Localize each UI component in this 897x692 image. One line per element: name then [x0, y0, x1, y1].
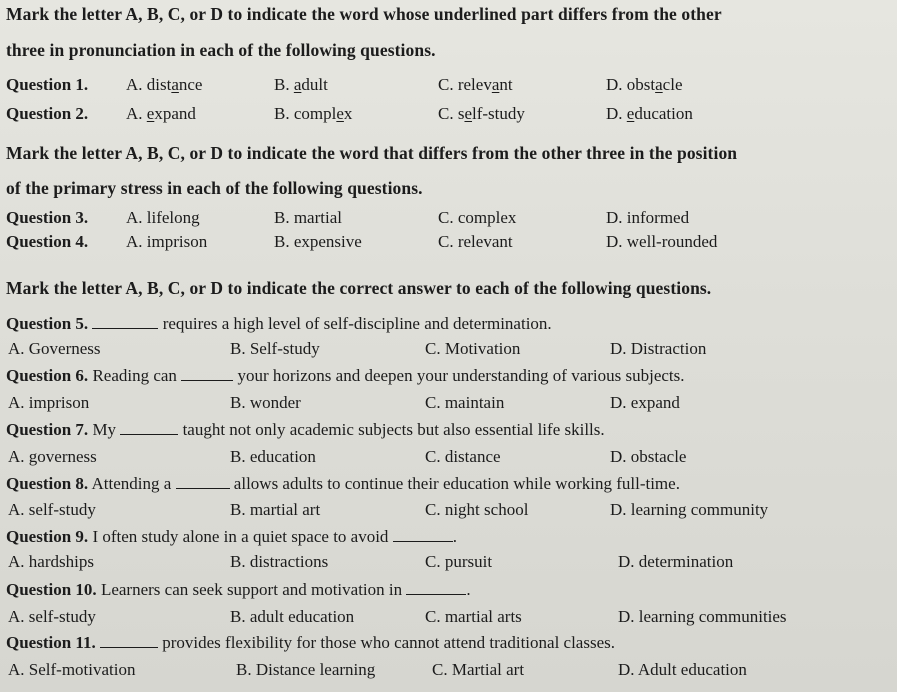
- question-7-option-d[interactable]: D. obstacle: [610, 447, 687, 466]
- question-1-option-a[interactable]: A. distance: [126, 75, 203, 94]
- question-5-stem: [6, 314, 552, 334]
- question-3-option-a[interactable]: A. lifelong: [126, 208, 200, 227]
- question-6-text-after: your horizons and deepen your understanding of various subjects.: [237, 366, 685, 385]
- question-5-blank[interactable]: [92, 314, 158, 329]
- question-10-option-c[interactable]: C. martial arts: [425, 607, 522, 626]
- question-7-label: Question 7.: [6, 420, 89, 439]
- question-9-option-a[interactable]: A. hardships: [8, 552, 94, 571]
- question-4-option-c[interactable]: C. relevant: [438, 232, 513, 251]
- question-8-label: Question 8.: [6, 474, 89, 493]
- section3-instruction: Mark the letter A, B, C, or D to indicate the correct answer to each of the following questions.: [6, 278, 712, 298]
- question-3-option-d[interactable]: D. informed: [606, 208, 690, 227]
- question-7-option-b[interactable]: B. education: [230, 447, 316, 466]
- question-2-option-b[interactable]: B. complex: [274, 104, 353, 123]
- question-11-option-b[interactable]: B. Distance learning: [236, 660, 376, 679]
- question-10-stem: [6, 580, 471, 600]
- question-6-option-b[interactable]: B. wonder: [230, 393, 301, 412]
- question-10-option-b[interactable]: B. adult education: [230, 607, 355, 626]
- question-6-option-d[interactable]: D. expand: [610, 393, 680, 412]
- question-9-option-b[interactable]: B. distractions: [230, 552, 329, 571]
- question-6-blank[interactable]: [181, 366, 233, 381]
- question-5-option-d[interactable]: D. Distraction: [610, 339, 707, 358]
- question-1-option-d[interactable]: D. obstacle: [606, 75, 683, 94]
- question-7-text-after: taught not only academic subjects but also essential life skills.: [182, 420, 605, 439]
- question-9-option-d[interactable]: D. determination: [618, 552, 734, 571]
- question-8-text-after: allows adults to continue their education while working full-time.: [233, 474, 680, 493]
- question-9-text-after: .: [452, 527, 457, 546]
- question-9-stem: [6, 527, 457, 547]
- question-4-label: Question 4.: [6, 232, 89, 251]
- question-4-option-a[interactable]: A. imprison: [126, 232, 208, 251]
- question-11-label: Question 11.: [6, 633, 96, 652]
- section2-instruction-line2: of the primary stress in each of the following questions.: [6, 178, 423, 198]
- question-2-option-c[interactable]: C. self-study: [438, 104, 525, 123]
- question-11-option-a[interactable]: A. Self-motivation: [8, 660, 136, 679]
- question-8-stem: [6, 474, 680, 494]
- question-8-blank[interactable]: [176, 474, 230, 489]
- question-4-option-b[interactable]: B. expensive: [274, 232, 362, 251]
- question-9-option-c[interactable]: C. pursuit: [425, 552, 493, 571]
- question-6-label: Question 6.: [6, 366, 89, 385]
- question-6-option-c[interactable]: C. maintain: [425, 393, 505, 412]
- question-7-blank[interactable]: [120, 420, 178, 435]
- question-3-option-c[interactable]: C. complex: [438, 208, 517, 227]
- question-10-text-after: .: [466, 580, 471, 599]
- question-11-text-after: provides flexibility for those who cannot attend traditional classes.: [162, 633, 615, 652]
- question-9-blank[interactable]: [393, 527, 453, 542]
- question-7-option-a[interactable]: A. governess: [8, 447, 97, 466]
- section1-instruction-line2: three in pronunciation in each of the following questions.: [6, 40, 436, 60]
- question-8-option-d[interactable]: D. learning community: [610, 500, 769, 519]
- question-8-text-before: Attending a: [91, 474, 172, 493]
- question-2-label: Question 2.: [6, 104, 89, 123]
- question-5-label: Question 5.: [6, 314, 89, 333]
- question-5-option-b[interactable]: B. Self-study: [230, 339, 320, 358]
- question-10-blank[interactable]: [406, 580, 466, 595]
- question-4-option-d[interactable]: D. well-rounded: [606, 232, 718, 251]
- question-7-text-before: My: [92, 420, 117, 439]
- question-6-stem: [6, 366, 685, 386]
- question-3-label: Question 3.: [6, 208, 89, 227]
- question-1-option-c[interactable]: C. relevant: [438, 75, 513, 94]
- question-7-stem: [6, 420, 605, 440]
- question-2-option-a[interactable]: A. expand: [126, 104, 196, 123]
- question-6-text-before: Reading can: [92, 366, 177, 385]
- question-1-option-b[interactable]: B. adult: [274, 75, 328, 94]
- question-11-blank[interactable]: [100, 633, 158, 648]
- section1-instruction-line1: Mark the letter A, B, C, or D to indicate the word whose underlined part differs from the other: [6, 4, 722, 24]
- question-5-option-a[interactable]: A. Governess: [8, 339, 101, 358]
- question-1-label: Question 1.: [6, 75, 89, 94]
- question-7-option-c[interactable]: C. distance: [425, 447, 501, 466]
- question-11-stem: [6, 633, 615, 653]
- question-8-option-b[interactable]: B. martial art: [230, 500, 321, 519]
- question-10-label: Question 10.: [6, 580, 97, 599]
- question-11-option-c[interactable]: C. Martial art: [432, 660, 525, 679]
- question-8-option-a[interactable]: A. self-study: [8, 500, 96, 519]
- question-10-option-a[interactable]: A. self-study: [8, 607, 96, 626]
- question-8-option-c[interactable]: C. night school: [425, 500, 529, 519]
- question-6-option-a[interactable]: A. imprison: [8, 393, 90, 412]
- question-9-label: Question 9.: [6, 527, 89, 546]
- section2-instruction-line1: Mark the letter A, B, C, or D to indicate the word that differs from the other three in the position: [6, 143, 738, 163]
- question-3-option-b[interactable]: B. martial: [274, 208, 342, 227]
- question-5-text-after: requires a high level of self-discipline and determination.: [162, 314, 552, 333]
- question-10-text-before: Learners can seek support and motivation in: [100, 580, 403, 599]
- question-9-text-before: I often study alone in a quiet space to avoid: [92, 527, 389, 546]
- question-5-option-c[interactable]: C. Motivation: [425, 339, 521, 358]
- question-2-option-d[interactable]: D. education: [606, 104, 693, 123]
- question-10-option-d[interactable]: D. learning communities: [618, 607, 787, 626]
- question-11-option-d[interactable]: D. Adult education: [618, 660, 747, 679]
